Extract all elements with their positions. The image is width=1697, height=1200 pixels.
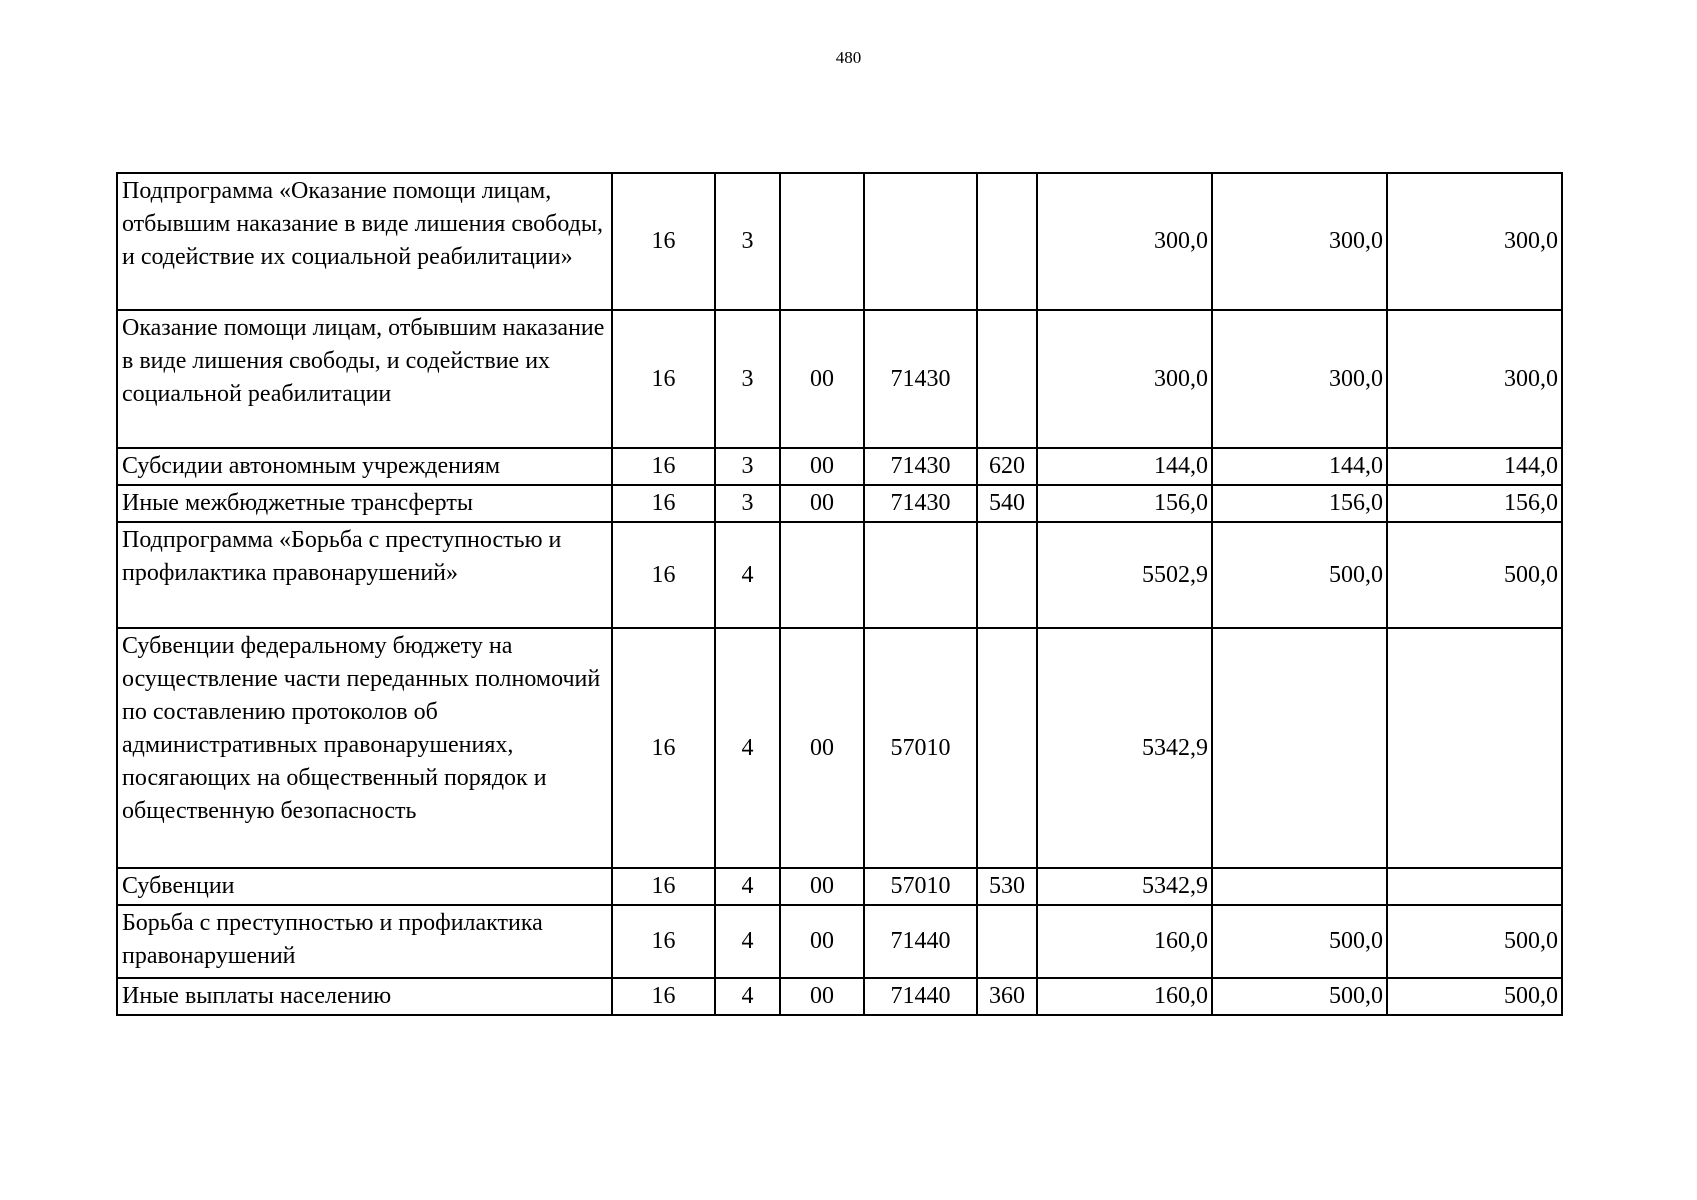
cell-v2 xyxy=(1212,868,1387,905)
cell-c2: 3 xyxy=(715,448,780,485)
cell-v1: 5342,9 xyxy=(1037,628,1212,868)
cell-c5 xyxy=(977,173,1037,310)
cell-c3: 00 xyxy=(780,628,864,868)
cell-v3 xyxy=(1387,868,1562,905)
cell-c5 xyxy=(977,310,1037,448)
cell-v2: 300,0 xyxy=(1212,310,1387,448)
cell-c4: 71440 xyxy=(864,978,977,1015)
cell-v2: 500,0 xyxy=(1212,522,1387,628)
table-row xyxy=(117,310,1562,448)
cell-c4: 57010 xyxy=(864,628,977,868)
table-row xyxy=(117,905,1562,978)
cell-v2: 300,0 xyxy=(1212,173,1387,310)
cell-c3: 00 xyxy=(780,978,864,1015)
cell-v1: 5342,9 xyxy=(1037,868,1212,905)
cell-v3 xyxy=(1387,628,1562,868)
cell-c1: 16 xyxy=(612,905,715,978)
cell-v3: 156,0 xyxy=(1387,485,1562,522)
table-row xyxy=(117,448,1562,485)
budget-table xyxy=(116,172,1563,1016)
cell-c2: 3 xyxy=(715,485,780,522)
cell-c4 xyxy=(864,173,977,310)
table-row xyxy=(117,522,1562,628)
cell-v3: 144,0 xyxy=(1387,448,1562,485)
cell-c2: 4 xyxy=(715,868,780,905)
cell-c5: 620 xyxy=(977,448,1037,485)
cell-c2: 4 xyxy=(715,978,780,1015)
page-number: 480 xyxy=(835,48,862,67)
cell-c5 xyxy=(977,522,1037,628)
row-name: Иные межбюджетные трансферты xyxy=(117,485,612,522)
cell-c4: 71430 xyxy=(864,448,977,485)
cell-v1: 300,0 xyxy=(1037,310,1212,448)
cell-v2: 144,0 xyxy=(1212,448,1387,485)
cell-c4: 71430 xyxy=(864,310,977,448)
cell-v2: 156,0 xyxy=(1212,485,1387,522)
cell-c1: 16 xyxy=(612,522,715,628)
row-name: Подпрограмма «Оказание помощи лицам, отбывшим наказание в виде лишения свободы, и содействие их социальной реабилитации» xyxy=(117,173,612,310)
row-name: Оказание помощи лицам, отбывшим наказание в виде лишения свободы, и содействие их социальной реабилитации xyxy=(117,310,612,448)
table-row xyxy=(117,978,1562,1015)
cell-c3: 00 xyxy=(780,448,864,485)
table-row xyxy=(117,485,1562,522)
cell-c5 xyxy=(977,905,1037,978)
cell-c4: 71430 xyxy=(864,485,977,522)
cell-c5 xyxy=(977,628,1037,868)
cell-v1: 160,0 xyxy=(1037,978,1212,1015)
cell-c3 xyxy=(780,173,864,310)
cell-c1: 16 xyxy=(612,868,715,905)
cell-v2: 500,0 xyxy=(1212,905,1387,978)
cell-c2: 4 xyxy=(715,522,780,628)
cell-v1: 5502,9 xyxy=(1037,522,1212,628)
row-name: Иные выплаты населению xyxy=(117,978,612,1015)
cell-c4 xyxy=(864,522,977,628)
cell-v3: 500,0 xyxy=(1387,905,1562,978)
cell-v1: 300,0 xyxy=(1037,173,1212,310)
cell-c3 xyxy=(780,522,864,628)
cell-c1: 16 xyxy=(612,448,715,485)
cell-c1: 16 xyxy=(612,485,715,522)
cell-v3: 500,0 xyxy=(1387,522,1562,628)
cell-v2 xyxy=(1212,628,1387,868)
cell-c1: 16 xyxy=(612,978,715,1015)
row-name: Субсидии автономным учреждениям xyxy=(117,448,612,485)
cell-c5: 530 xyxy=(977,868,1037,905)
cell-v3: 500,0 xyxy=(1387,978,1562,1015)
cell-c1: 16 xyxy=(612,310,715,448)
row-name: Подпрограмма «Борьба с преступностью и профилактика правонарушений» xyxy=(117,522,612,628)
cell-c3: 00 xyxy=(780,310,864,448)
cell-v1: 156,0 xyxy=(1037,485,1212,522)
table-row xyxy=(117,628,1562,868)
cell-v1: 144,0 xyxy=(1037,448,1212,485)
cell-c2: 3 xyxy=(715,173,780,310)
cell-c5: 360 xyxy=(977,978,1037,1015)
cell-v2: 500,0 xyxy=(1212,978,1387,1015)
cell-c5: 540 xyxy=(977,485,1037,522)
table-row xyxy=(117,868,1562,905)
cell-c2: 4 xyxy=(715,905,780,978)
cell-c4: 57010 xyxy=(864,868,977,905)
cell-c4: 71440 xyxy=(864,905,977,978)
cell-c2: 4 xyxy=(715,628,780,868)
cell-c1: 16 xyxy=(612,173,715,310)
table-row xyxy=(117,173,1562,310)
cell-c3: 00 xyxy=(780,485,864,522)
cell-c3: 00 xyxy=(780,905,864,978)
cell-c3: 00 xyxy=(780,868,864,905)
row-name: Борьба с преступностью и профилактика правонарушений xyxy=(117,905,612,978)
row-name: Субвенции xyxy=(117,868,612,905)
cell-v1: 160,0 xyxy=(1037,905,1212,978)
row-name: Субвенции федеральному бюджету на осуществление части переданных полномочий по составлению протоколов об административных правонарушениях, посягающих на общественный порядок и общественную безопасность xyxy=(117,628,612,868)
cell-c1: 16 xyxy=(612,628,715,868)
cell-v3: 300,0 xyxy=(1387,173,1562,310)
cell-c2: 3 xyxy=(715,310,780,448)
cell-v3: 300,0 xyxy=(1387,310,1562,448)
